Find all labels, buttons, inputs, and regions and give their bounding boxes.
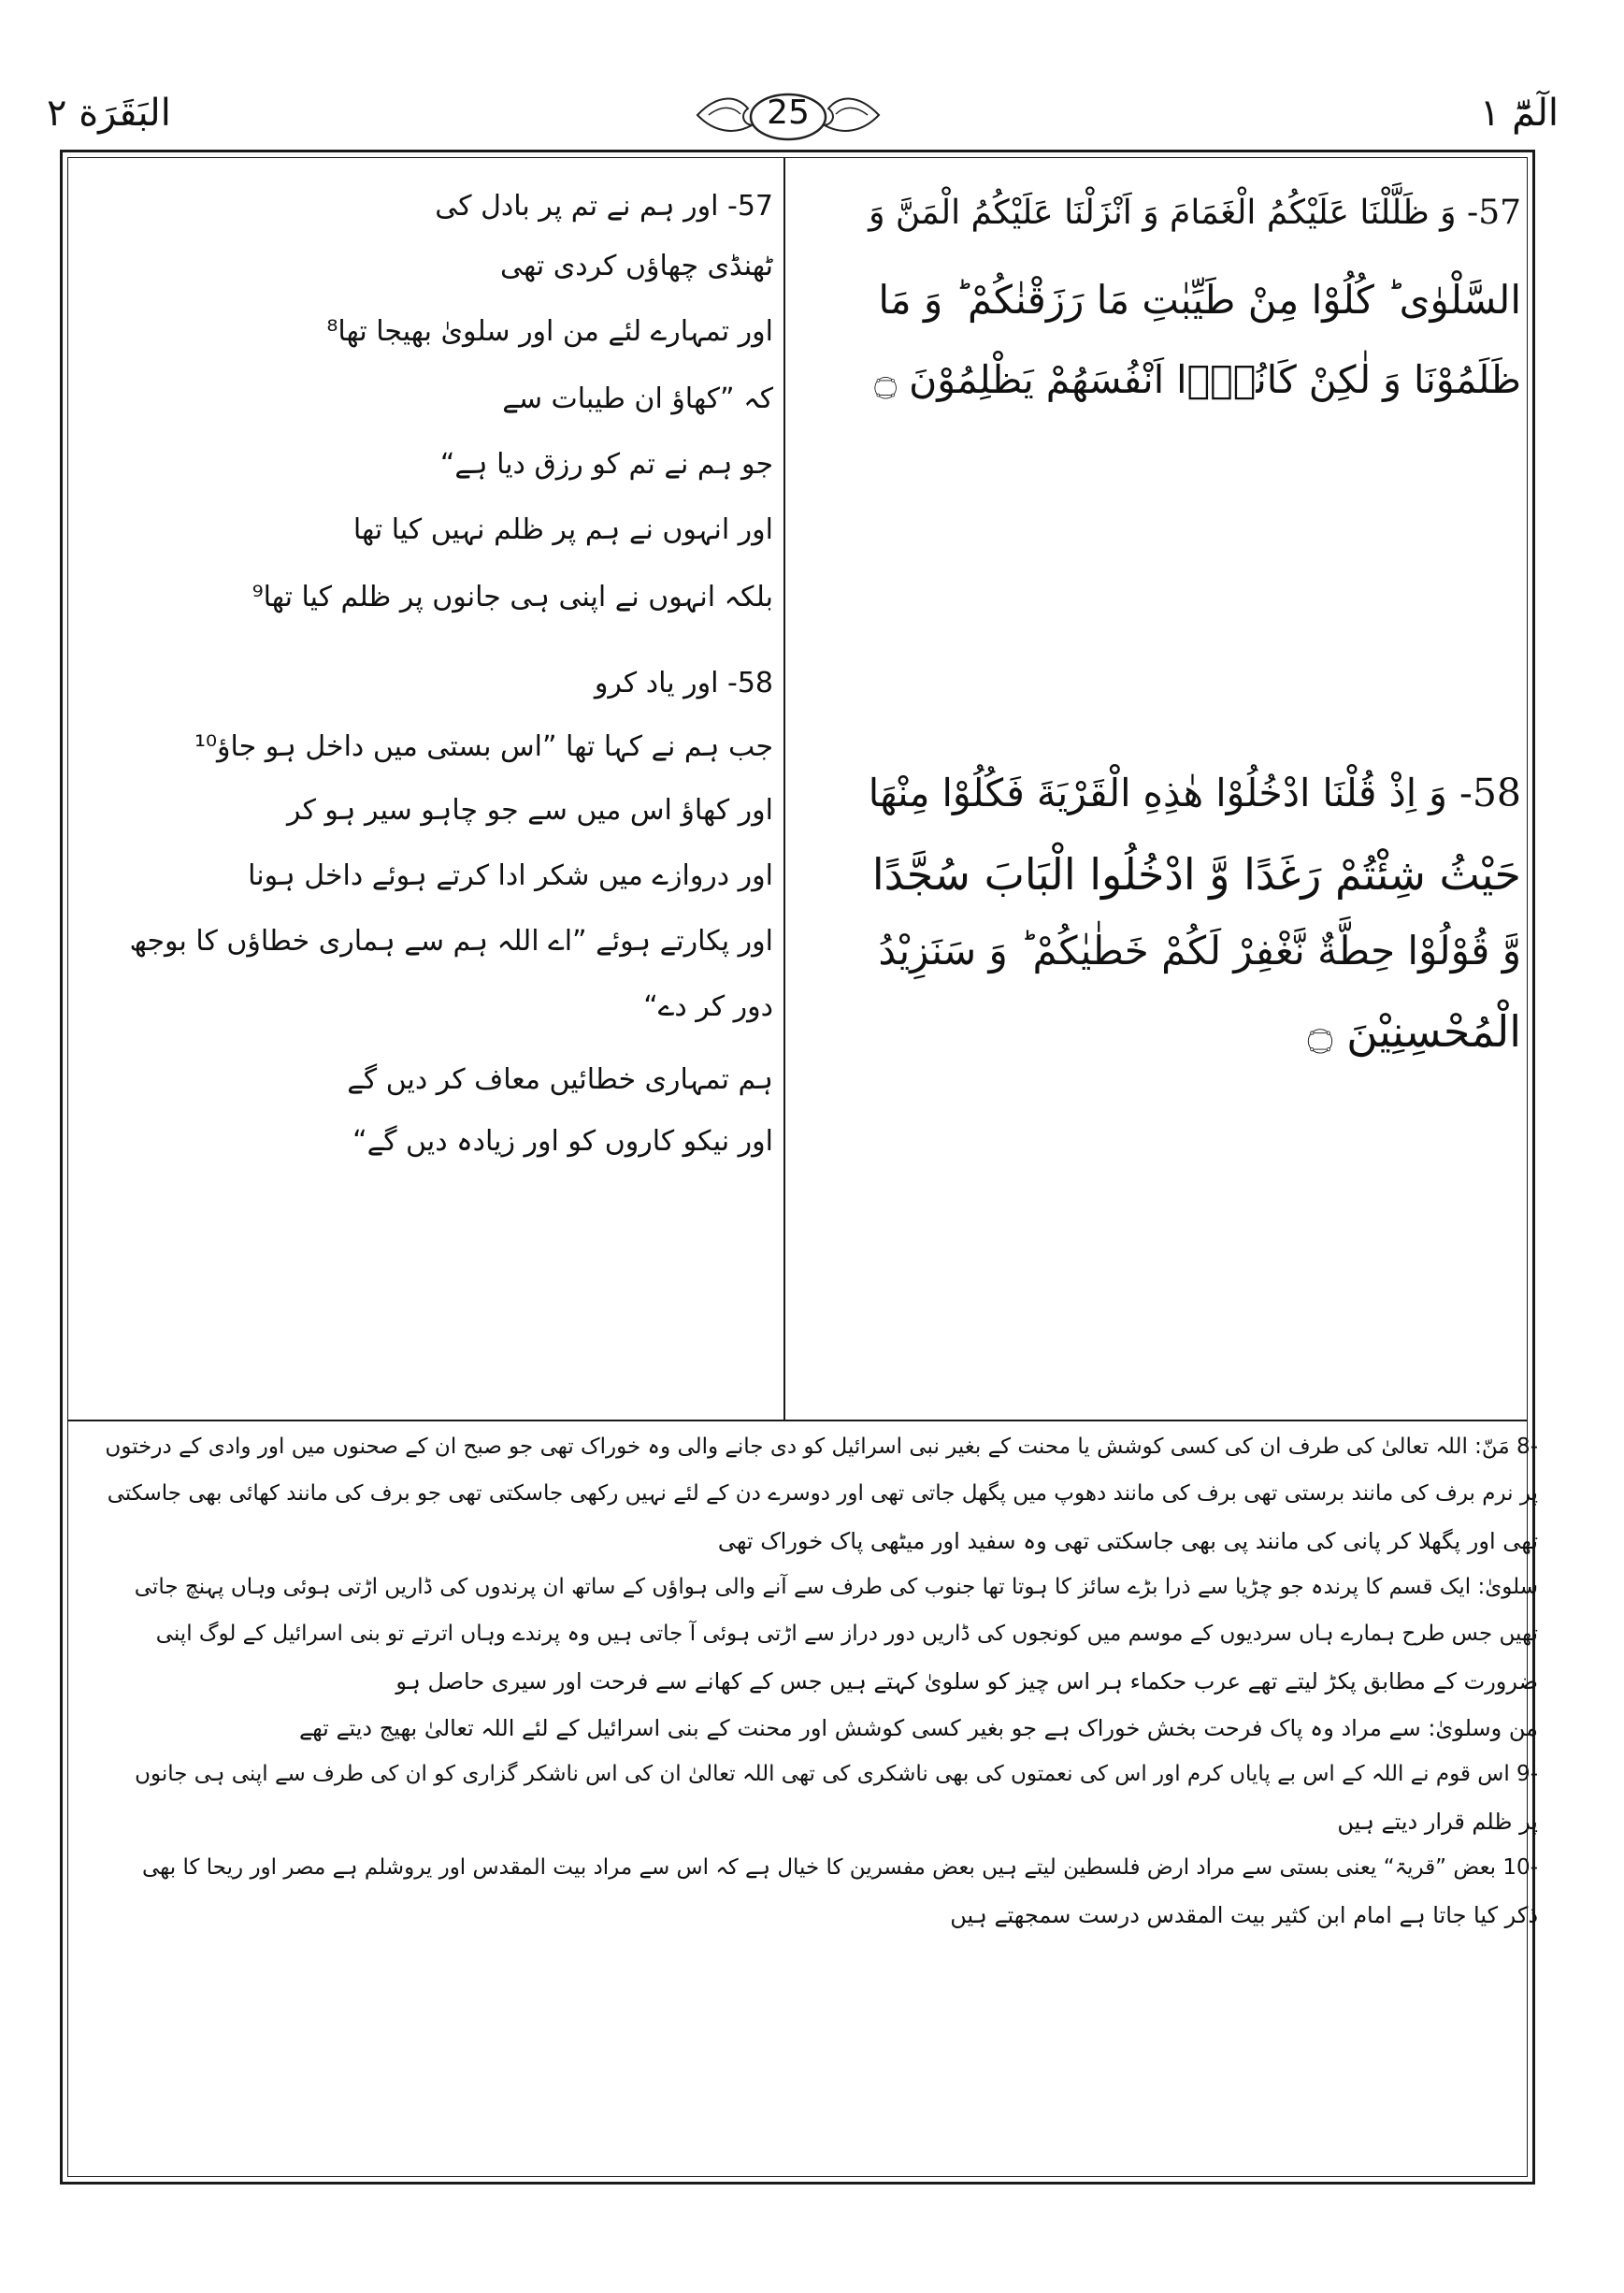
arabic-line: وَّ قُوْلُوْا حِطَّةٌ نَّغْفِرْ لَكُمْ خَطٰيٰكُمْ ؕ وَ سَنَزِيْدُ — [878, 928, 1521, 973]
footnote-line: تھی اور پگھلا کر پانی کی مانند پی بھی جاسکتی تھی وہ سفید اور میٹھی پاک خوراک تھی — [717, 1528, 1538, 1554]
arabic-line: حَيْثُ شِئْتُمْ رَغَدًا وَّ ادْخُلُوا الْبَابَ سُجَّدًا — [871, 849, 1521, 900]
page-number: 25 — [767, 94, 810, 132]
footnote-line: -10 بعض ”قریۃ“ یعنی بستی سے مراد ارض فلسطین لیتے ہیں بعض مفسرین کا خیال ہے کہ اس سے مراد بیت المقدس اور یروشلم ہے مصر اور ریحا کا بھی — [142, 1855, 1538, 1880]
page-number-ornament — [690, 86, 886, 144]
translation-line: ٹھنڈی چھاؤں کردی تھی — [500, 250, 773, 282]
footnote-line: ضرورت کے مطابق پکڑ لیتے تھے عرب حکماء ہر اس چیز کو سلویٰ کہتے ہیں جس کے کھانے سے فرحت اور سیری حاصل ہو — [395, 1668, 1538, 1695]
translation-line: اور کھاؤ اس میں سے جو چاہو سیر ہو کر — [287, 794, 773, 827]
translation-line: بلکہ انہوں نے اپنی ہی جانوں پر ظلم کیا تھا⁹ — [252, 581, 773, 613]
translation-line: جب ہم نے کہا تھا ”اس بستی میں داخل ہو جاؤ¹⁰ — [194, 730, 773, 763]
translation-line: جو ہم نے تم کو رزق دیا ہے“ — [439, 448, 773, 481]
footnote-line: -8 مَنّ: اللہ تعالیٰ کی طرف ان کی کسی کوشش یا محنت کے بغیر نبی اسرائیل کو دی جانے والی وہ خوراک تھی جو صبح ان کے صحنوں میں اور وادی کے درختوں — [105, 1435, 1538, 1459]
translation-line: اور انہوں نے ہم پر ظلم نہیں کیا تھا — [352, 513, 773, 546]
column-divider — [783, 157, 785, 1421]
translation-line: اور نیکو کاروں کو اور زیادہ دیں گے“ — [352, 1125, 773, 1158]
translation-line: دور کر دے“ — [643, 990, 773, 1023]
translation-line: کہ ”کھاؤ ان طیبات سے — [502, 382, 773, 415]
juz-header: الٓمّٓ ۱ — [1479, 92, 1559, 135]
footnote-line: -9 اس قوم نے اللہ کے اس بے پایاں کرم اور اس کی نعمتوں کی بھی ناشکری کی تھی اللہ تعالیٰ ان کی اس ناشکر گزاری کو ان کی طرف سے اپنی ہی جانوں — [135, 1762, 1538, 1786]
arabic-line: 57- وَ ظَلَّلْنَا عَلَيْكُمُ الْغَمَامَ وَ اَنْزَلْنَا عَلَيْكُمُ الْمَنَّ وَ — [869, 194, 1521, 232]
translation-line: 57- اور ہم نے تم پر بادل کی — [435, 190, 773, 223]
footnote-line: ذکر کیا جاتا ہے امام ابن کثیر بیت المقدس درست سمجھتے ہیں — [950, 1902, 1538, 1928]
footnote-line: پر ظلم قرار دیتے ہیں — [1337, 1809, 1538, 1835]
arabic-line: الْمُحْسِنِيْنَ ۝ — [1307, 1006, 1521, 1057]
arabic-line: 58- وَ اِذْ قُلْنَا ادْخُلُوْا هٰذِهِ الْقَرْيَةَ فَكُلُوْا مِنْهَا — [868, 771, 1521, 815]
footnote-line: من وسلویٰ: سے مراد وہ پاک فرحت بخش خوراک ہے جو بغیر کسی کوشش اور محنت کے بنی اسرائیل کے لئے اللہ تعالیٰ بھیج دیتے تھے — [299, 1715, 1538, 1741]
arabic-line: ظَلَمُوْنَا وَ لٰكِنْ كَانُوْۤا اَنْفُسَهُمْ يَظْلِمُوْنَ ۝ — [874, 357, 1521, 402]
footnote-divider — [67, 1420, 1528, 1421]
surah-header: البَقَرَة ۲ — [47, 92, 171, 135]
footnote-line: سلویٰ: ایک قسم کا پرندہ جو چڑیا سے ذرا بڑے سائز کا ہوتا تھا جنوب کی طرف سے آنے والی ہواؤں کے ساتھ ان پرندوں کی ڈاریں اڑتی ہوئی وہاں پہنچ جاتی — [134, 1575, 1538, 1599]
arabic-line: السَّلْوٰى ؕ كُلُوْا مِنْ طَيِّبٰتِ مَا رَزَقْنٰكُمْ ؕ وَ مَا — [878, 277, 1521, 323]
translation-line: اور دروازے میں شکر ادا کرتے ہوئے داخل ہونا — [248, 859, 773, 892]
footnote-line: تھیں جس طرح ہمارے ہاں سردیوں کے موسم میں کونجوں کی ڈاریں دور دراز سے اڑتی ہوئی آ جاتی ہیں وہ پرندے وہاں اترتے تو بنی اسرائیل کے لوگ اپنی — [155, 1622, 1538, 1646]
translation-line: اور پکارتے ہوئے ”اے اللہ ہم سے ہماری خطاؤں کا بوجھ — [129, 925, 773, 958]
translation-line: اور تمہارے لئے من اور سلویٰ بھیجا تھا⁸ — [326, 315, 773, 348]
footnote-line: پر نرم برف کی مانند برستی تھی برف کی مانند دھوپ میں پگھل جاتی تھی اور دوسرے دن کے لئے نہیں رکھی جاسکتی تھی جو برف کی مانند کھائی بھی جاسکتی — [107, 1481, 1538, 1506]
translation-line: 58- اور یاد کرو — [594, 667, 773, 699]
translation-line: ہم تمہاری خطائیں معاف کر دیں گے — [347, 1063, 773, 1096]
